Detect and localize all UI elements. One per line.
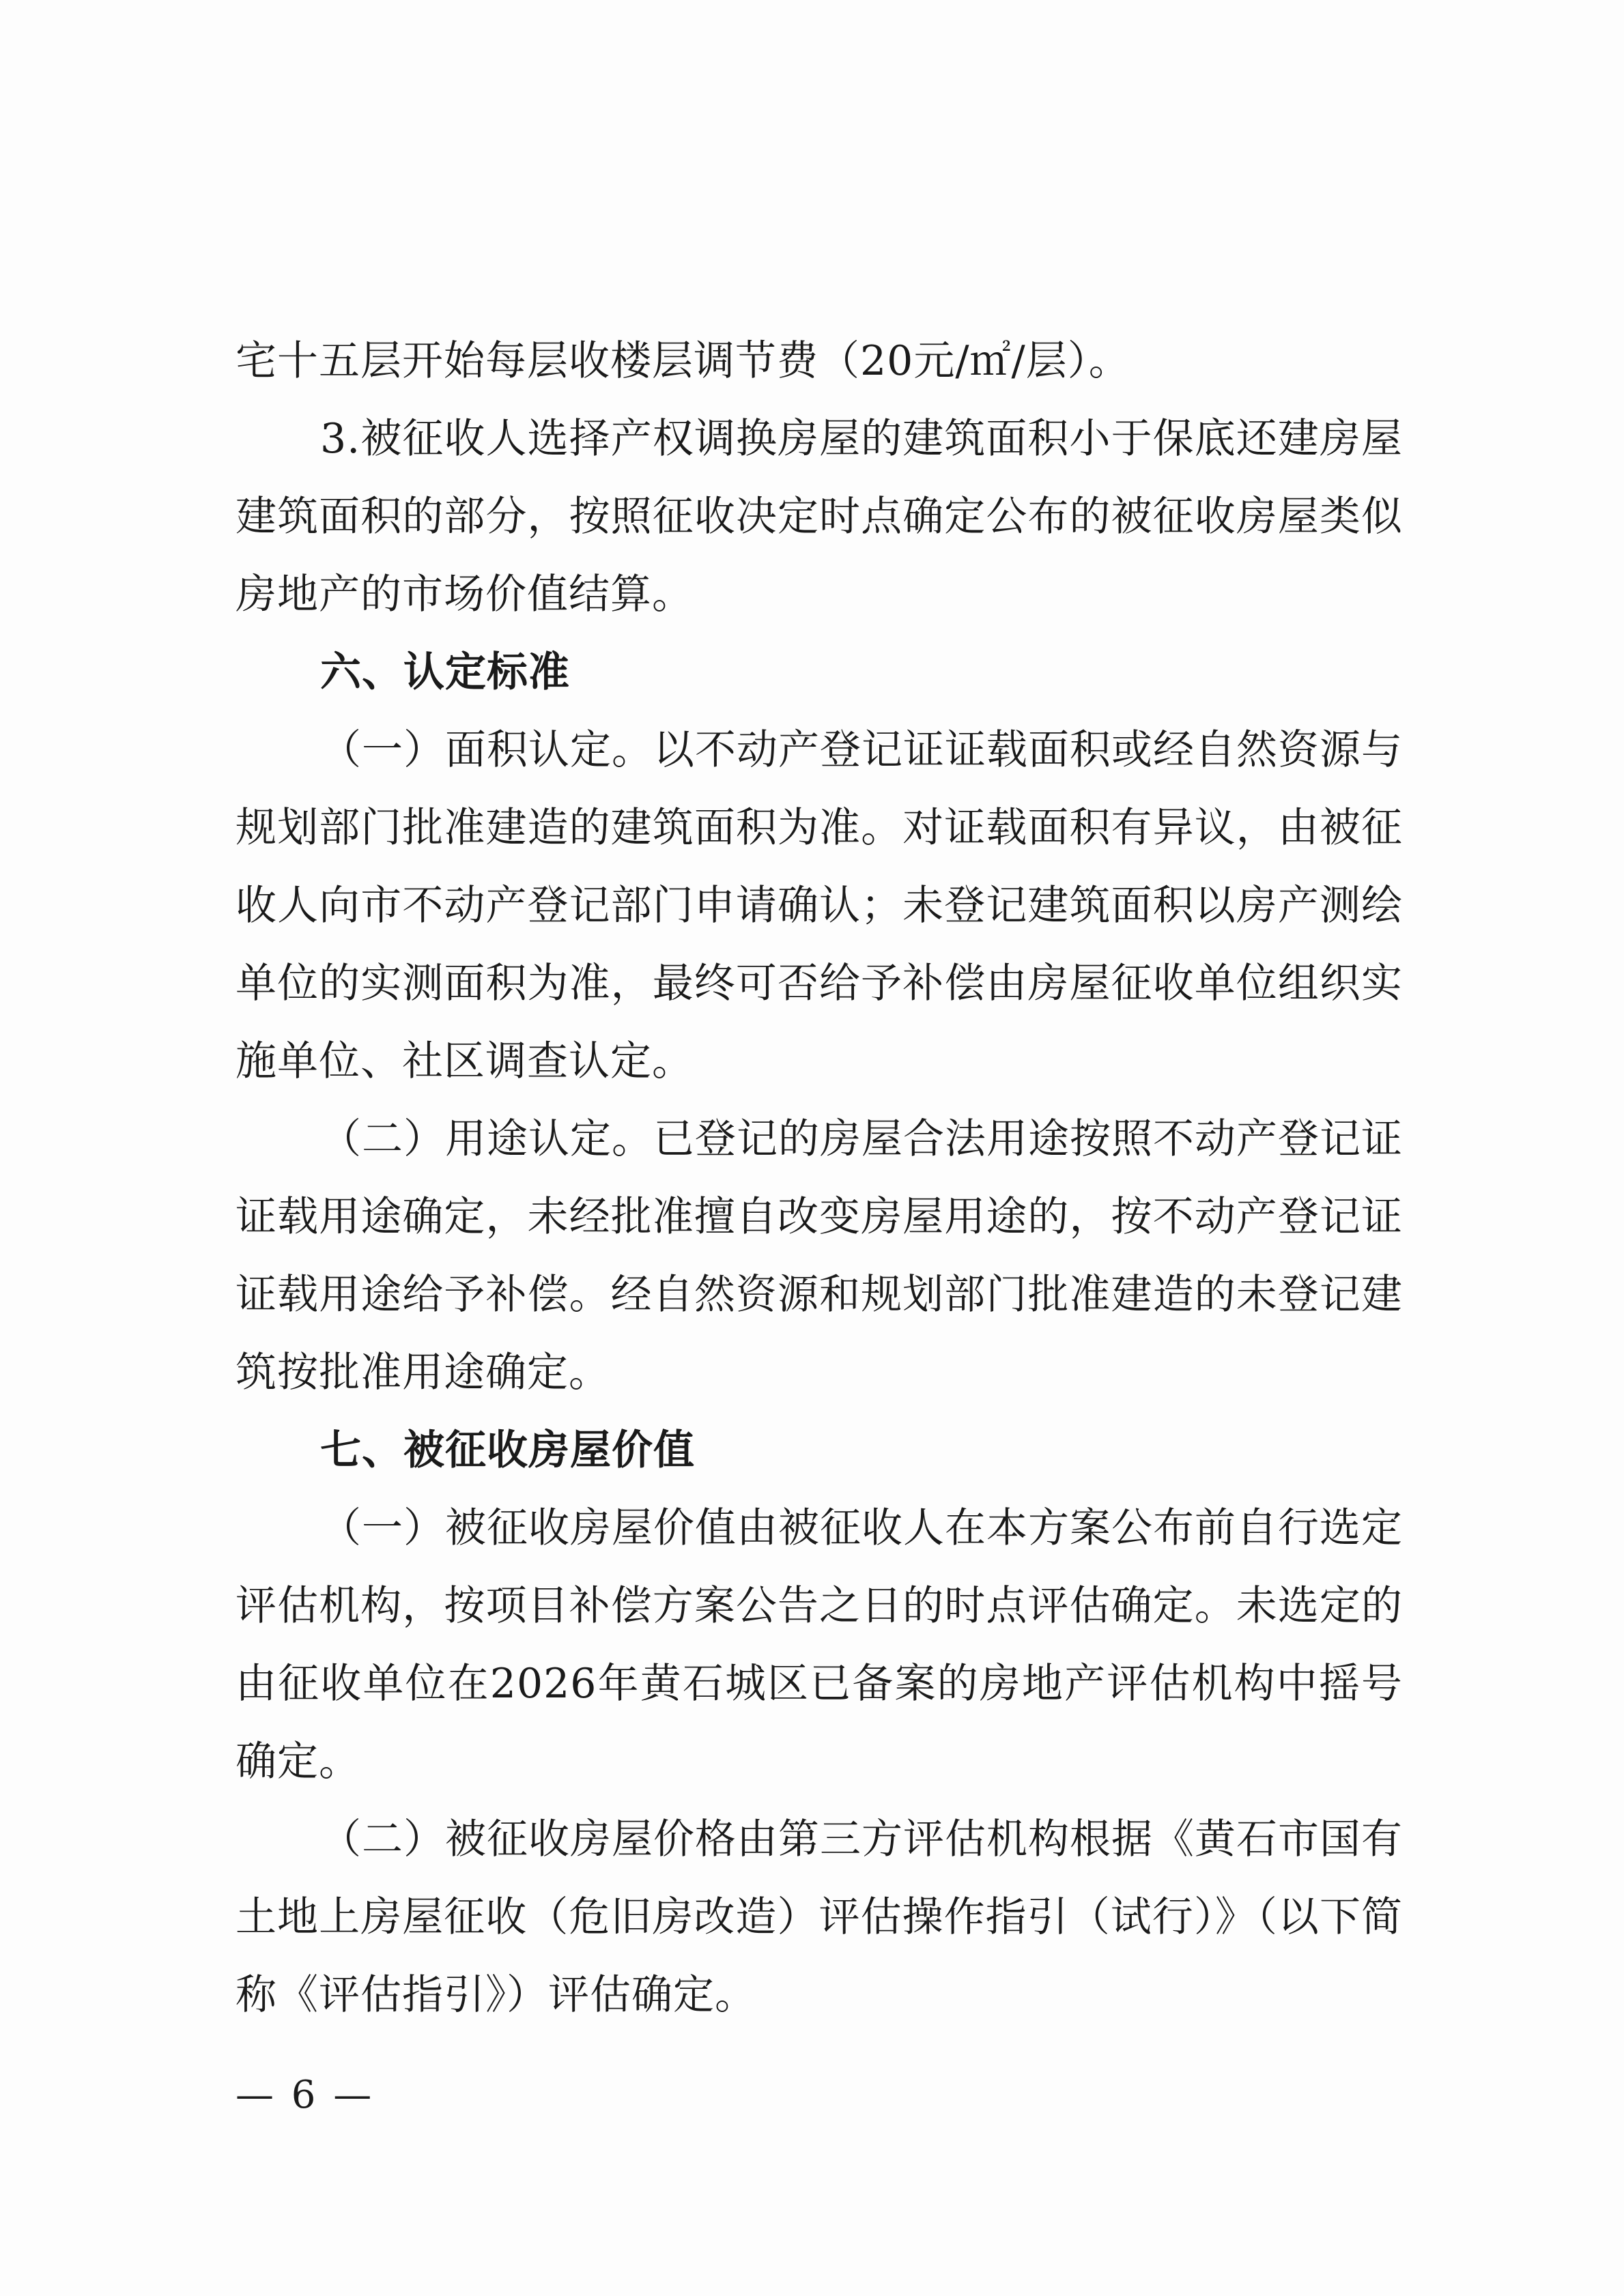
section-heading-6: 六、认定标准: [320, 648, 570, 696]
section-heading-7: 七、被征收房屋价值: [320, 1426, 695, 1474]
page-number: — 6 —: [236, 2073, 375, 2117]
paragraph-continuation: 宅十五层开始每层收楼层调节费（20元/㎡/层）。: [236, 337, 1130, 385]
paragraph-area-determination: （一）面积认定。以不动产登记证证载面积或经自然资源与规划部门批准建造的建筑面积为准。对证载面积有异议，由被征收人向市不动产登记部门申请确认；未登记建筑面积以房产测绘单位的实测面积为准，最终可否给予补偿由房屋征收单位组织实施单位、社区调查认定。: [236, 726, 1403, 1085]
document-body: [236, 322, 1403, 2034]
paragraph-house-price: （二）被征收房屋价格由第三方评估机构根据《黄石市国有土地上房屋征收（危旧房改造）评估操作指引（试行）》（以下简称《评估指引》）评估确定。: [236, 1816, 1403, 2019]
paragraph-house-value: （一）被征收房屋价值由被征收人在本方案公布前自行选定评估机构，按项目补偿方案公告之日的时点评估确定。未选定的由征收单位在2026年黄石城区已备案的房地产评估机构中摇号确定。: [236, 1504, 1403, 1785]
paragraph-use-determination: （二）用途认定。已登记的房屋合法用途按照不动产登记证证载用途确定，未经批准擅自改变房屋用途的，按不动产登记证证载用途给予补偿。经自然资源和规划部门批准建造的未登记建筑按批准用途确定。: [236, 1115, 1403, 1396]
paragraph-item-3: 3.被征收人选择产权调换房屋的建筑面积小于保底还建房屋建筑面积的部分，按照征收决定时点确定公布的被征收房屋类似房地产的市场价值结算。: [236, 415, 1403, 618]
